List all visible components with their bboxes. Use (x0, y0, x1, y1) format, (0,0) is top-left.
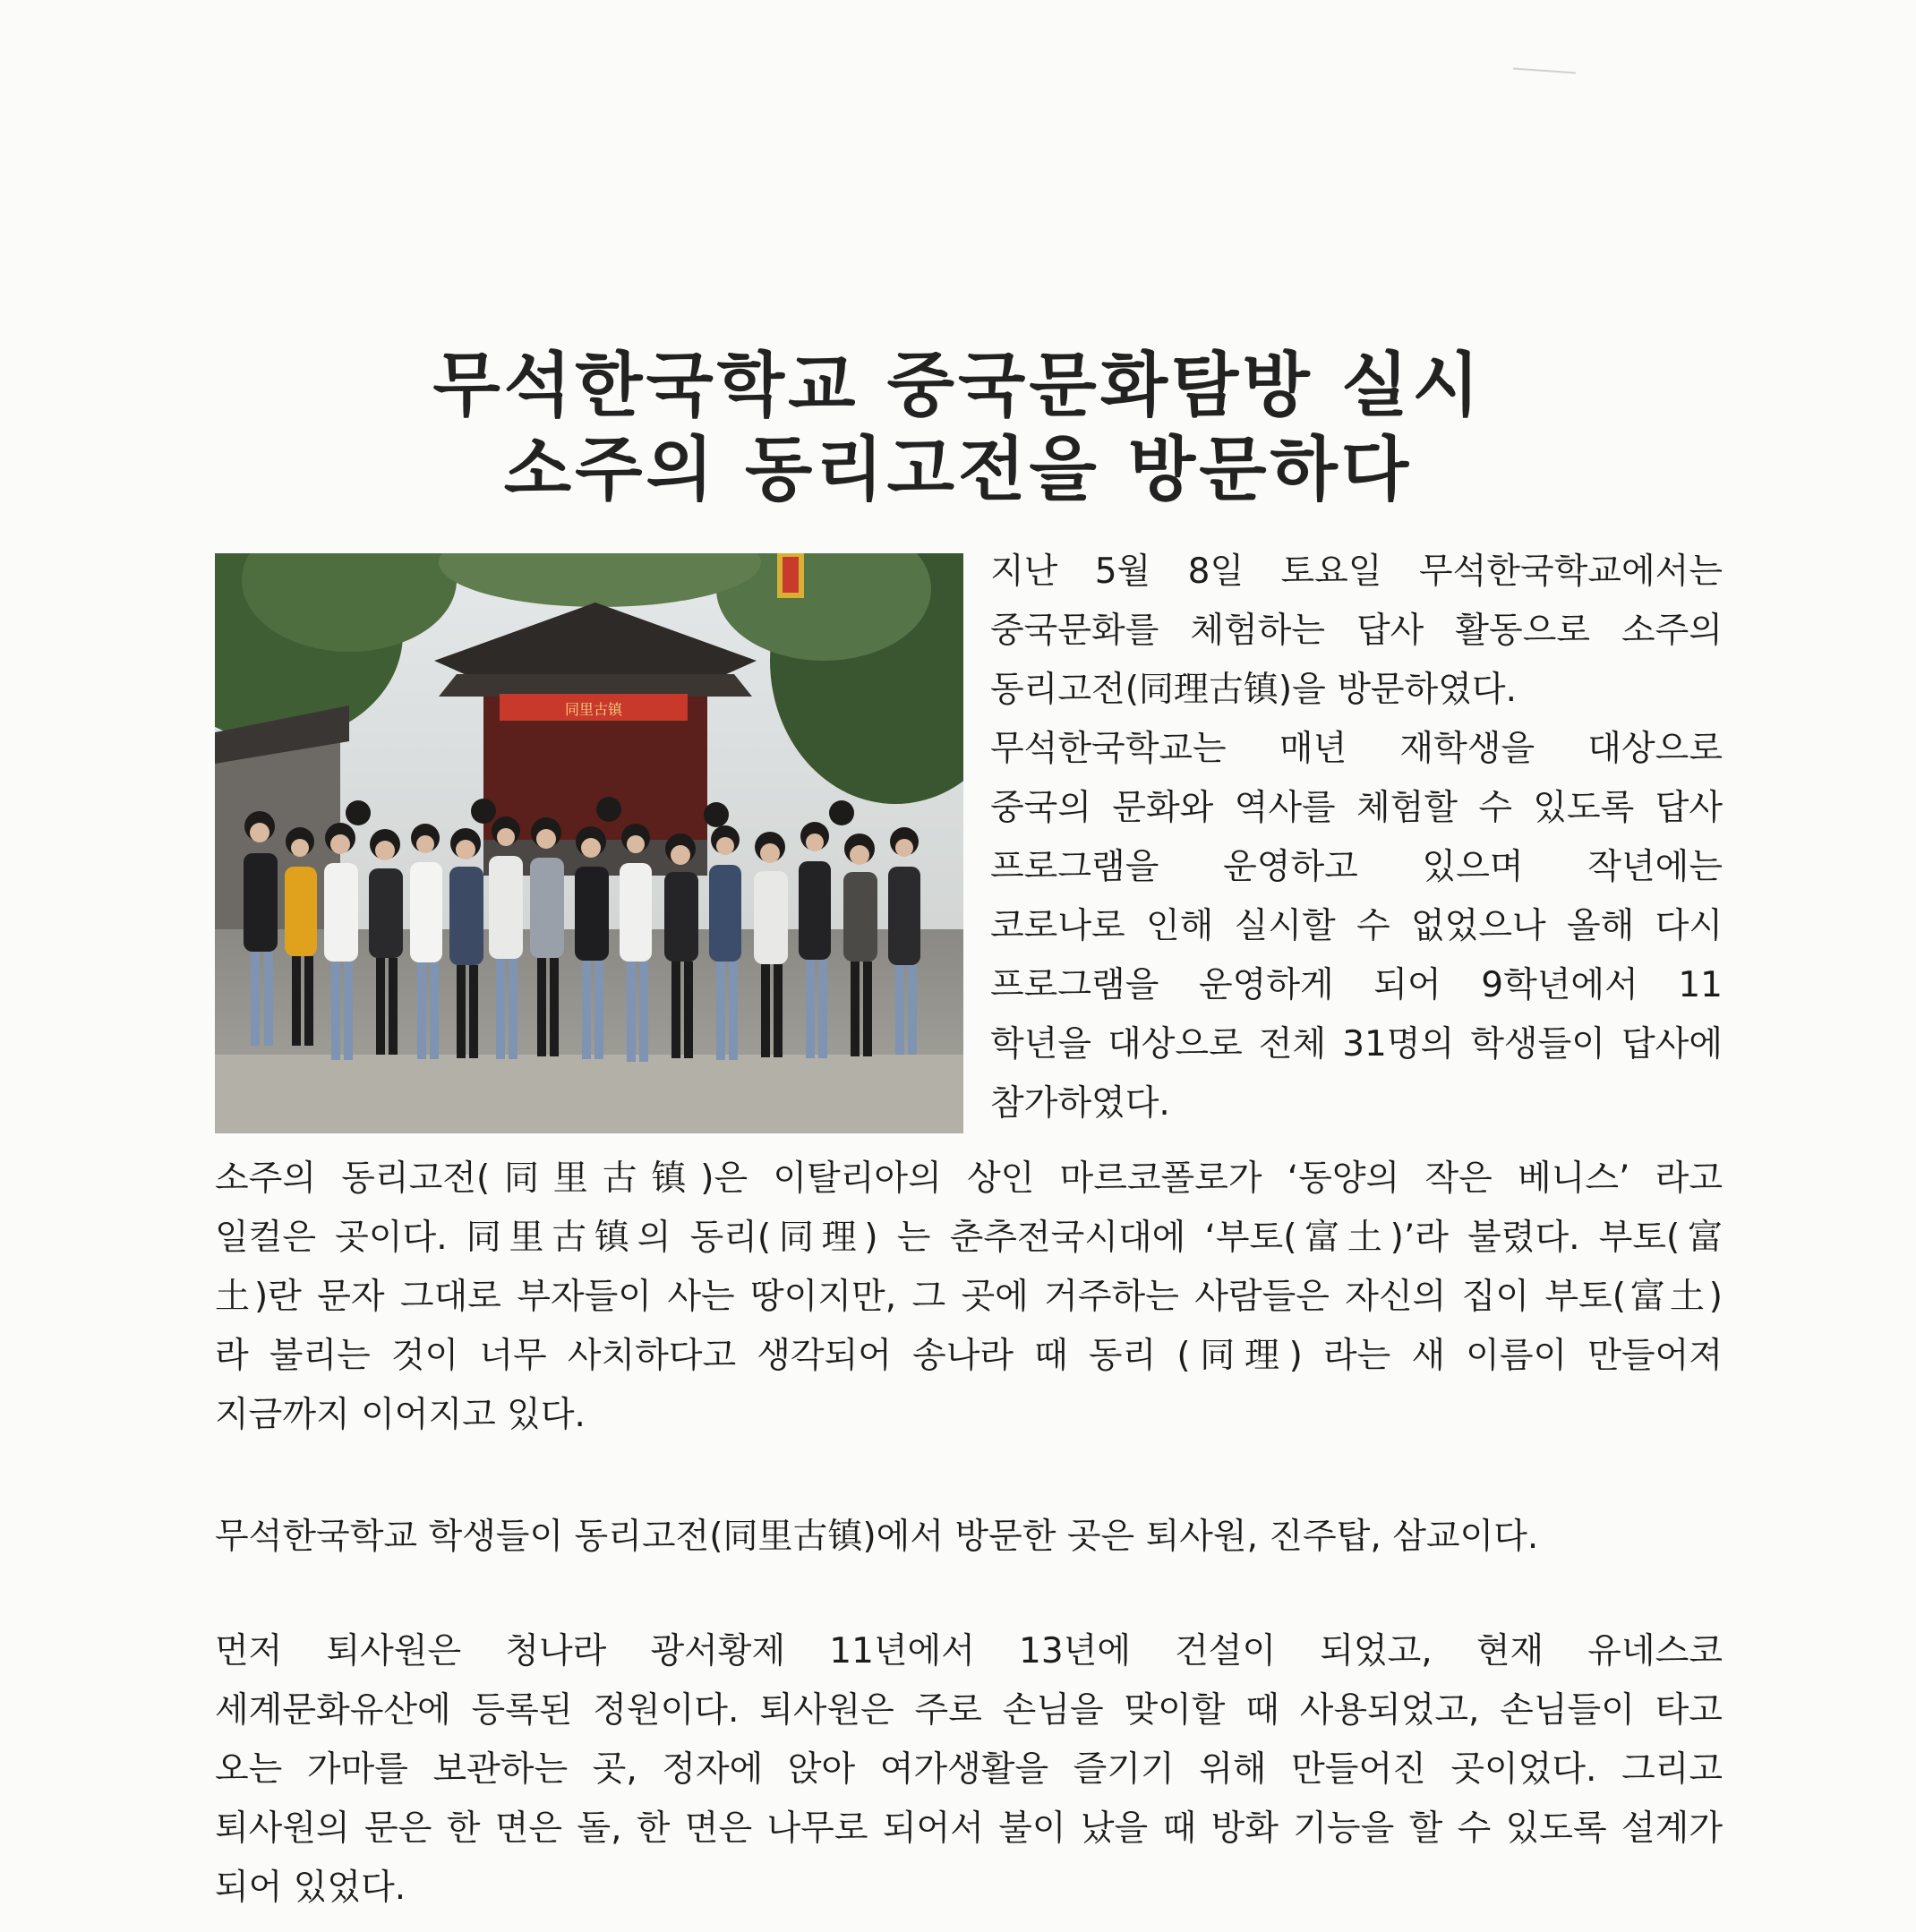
intro-line: 참가하였다. (990, 1083, 1170, 1124)
dongli-line: 소주의 동리고전(同里古镇)은 이탈리아의 상인 마르코폴로가 ‘동양의 작은 베니스’ 라고 (215, 1158, 1723, 1199)
toesawon-line: 먼저 퇴사원은 청나라 광서황제 11년에서 13년에 건설이 되었고, 현재 유네스코 (215, 1631, 1723, 1671)
scan-mark (1513, 68, 1576, 74)
dongli-paragraph (215, 1150, 1723, 1445)
visit-line: 무석한국학교 학생들이 동리고전(同里古镇)에서 방문한 곳은 퇴사원, 진주탑, 삼교이다. (215, 1517, 1539, 1557)
toesawon-line: 오는 가마를 보관하는 곳, 정자에 앉아 여가생활을 즐기기 위해 만들어진 곳이었다. 그리고 (215, 1749, 1723, 1790)
photo-banner-text: 同里古镇 (564, 701, 623, 718)
intro-line: 프로그램을 운영하고 있으며 작년에는 (990, 847, 1723, 887)
dongli-line: 土)란 문자 그대로 부자들이 사는 땅이지만, 그 곳에 거주하는 사람들은 자신의 집이 부토(富土) (215, 1277, 1723, 1317)
intro-line: 동리고전(同理古镇)을 방문하였다. (990, 670, 1517, 710)
headline-line-2: 소주의 동리고전을 방문하다 (503, 430, 1413, 510)
dongli-line: 라 불리는 것이 너무 사치하다고 생각되어 송나라 때 동리 (同理) 라는 새 이름이 만들어져 (215, 1336, 1723, 1376)
dongli-line: 지금까지 이어지고 있다. (215, 1395, 586, 1435)
toesawon-paragraph (215, 1622, 1723, 1918)
intro-line: 지난 5월 8일 토요일 무석한국학교에서는 (990, 551, 1723, 592)
toesawon-line: 되어 있었다. (215, 1868, 406, 1908)
intro-line: 코로나로 인해 실시할 수 없었으나 올해 다시 (990, 906, 1723, 946)
group-photo-illustration (215, 553, 963, 1133)
intro-line: 중국문화를 체험하는 답사 활동으로 소주의 (990, 611, 1723, 651)
toesawon-line: 세계문화유산에 등록된 정원이다. 퇴사원은 주로 손님을 맞이할 때 사용되었고, 손님들이 타고 (215, 1690, 1723, 1731)
intro-line: 프로그램을 운영하게 되어 9학년에서 11 (990, 965, 1723, 1005)
headline-line-1: 무석한국학교 중국문화탐방 실시 (432, 346, 1484, 426)
toesawon-line: 퇴사원의 문은 한 면은 돌, 한 면은 나무로 되어서 불이 났을 때 방화 기능을 할 수 있도록 설계가 (215, 1808, 1723, 1849)
intro-paragraph (990, 543, 1723, 1133)
dongli-line: 일컬은 곳이다. 同里古镇의 동리(同理) 는 춘추전국시대에 ‘부토(富土)’라 불렸다. 부토(富 (215, 1218, 1723, 1258)
intro-line: 학년을 대상으로 전체 31명의 학생들이 답사에 (990, 1024, 1723, 1064)
intro-line: 중국의 문화와 역사를 체험할 수 있도록 답사 (990, 788, 1723, 828)
visit-paragraph (215, 1508, 1723, 1567)
intro-line: 무석한국학교는 매년 재학생을 대상으로 (990, 729, 1723, 769)
group-photo (215, 553, 963, 1133)
